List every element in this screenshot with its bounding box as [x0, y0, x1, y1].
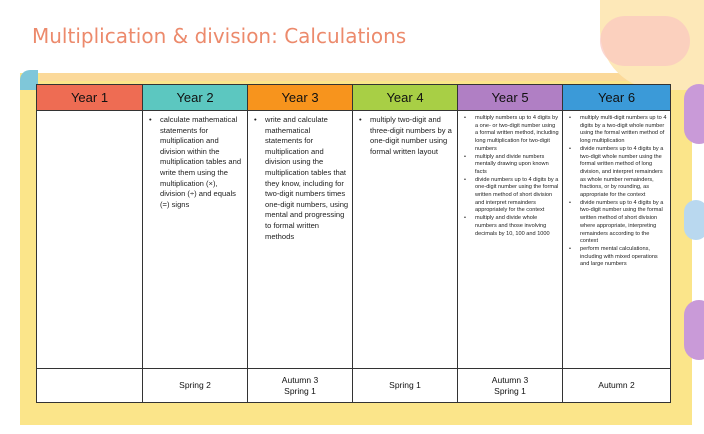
term-label: Autumn 3 — [281, 374, 319, 385]
decorative-shape — [600, 16, 690, 66]
term-label: Autumn 2 — [598, 380, 635, 390]
decorative-shape — [684, 300, 704, 360]
objectives-cell-year2 — [143, 111, 248, 369]
objective-item: • multiply and divide whole numbers and those involving decimals by 10, 100 and 1000 — [461, 215, 559, 238]
term-cell-year1 — [37, 369, 143, 403]
term-cell-year3 — [248, 369, 353, 403]
objectives-cell-year4 — [353, 111, 458, 369]
term-label: Spring 1 — [389, 380, 421, 390]
objectives-cell-year6 — [563, 111, 671, 369]
term-cell-year6 — [563, 369, 671, 403]
objective-item: • write and calculate mathematical statements for multiplication and division using the multiplication tables that they know, including for two-digit numbers times one-digit numbers, using mental and progressing to formal written methods — [251, 115, 349, 242]
term-label: Spring 2 — [179, 380, 211, 390]
curriculum-table — [36, 84, 671, 403]
background-band — [40, 73, 688, 81]
objectives-cell-year5 — [458, 111, 563, 369]
objective-item: • multiply two-digit and three-digit numbers by a one-digit number using formal written layout — [356, 115, 454, 157]
table-header-row — [37, 85, 671, 111]
term-label: Spring 1 — [284, 385, 316, 396]
year-header: Year 4 — [353, 85, 458, 111]
term-label: Spring 1 — [494, 385, 526, 396]
decorative-shape — [684, 200, 704, 240]
objectives-row — [37, 111, 671, 369]
year-header: Year 1 — [37, 85, 143, 111]
year-header: Year 5 — [458, 85, 563, 111]
objective-item: • calculate mathematical statements for multiplication and division within the multiplication tables and write them using the multiplication (×), division (÷) and equals (=) signs — [146, 115, 244, 210]
year-header: Year 6 — [563, 85, 671, 111]
term-row — [37, 369, 671, 403]
objective-item: • divide numbers up to 4 digits by a two-digit whole number using the formal written method of long division, and interpret remainders as whole number remainders, fractions, or by rounding, as appropriate for the context — [566, 146, 667, 200]
term-cell-year4 — [353, 369, 458, 403]
page-title: Multiplication & division: Calculations — [32, 24, 407, 48]
objective-item: • multiply numbers up to 4 digits by a one- or two-digit number using a formal written method, including long multiplication for two-digit numbers — [461, 115, 559, 154]
term-cell-year2 — [143, 369, 248, 403]
objective-item: • divide numbers up to 4 digits by a two-digit number using the formal written method of short division where appropriate, interpreting remainders according to the context — [566, 200, 667, 246]
year-header: Year 3 — [248, 85, 353, 111]
term-cell-year5 — [458, 369, 563, 403]
objective-item: • divide numbers up to 4 digits by a one-digit number using the formal written method of short division and interpret remainders appropriately for the context — [461, 177, 559, 216]
decorative-shape — [684, 84, 704, 144]
objectives-cell-year3 — [248, 111, 353, 369]
objective-item: • perform mental calculations, including with mixed operations and large numbers — [566, 246, 667, 269]
objectives-cell-year1 — [37, 111, 143, 369]
objective-item: • multiply and divide numbers mentally drawing upon known facts — [461, 154, 559, 177]
objective-item: • multiply multi-digit numbers up to 4 digits by a two-digit whole number using the formal written method of long multiplication — [566, 115, 667, 146]
year-header: Year 2 — [143, 85, 248, 111]
term-label: Autumn 3 — [491, 374, 529, 385]
